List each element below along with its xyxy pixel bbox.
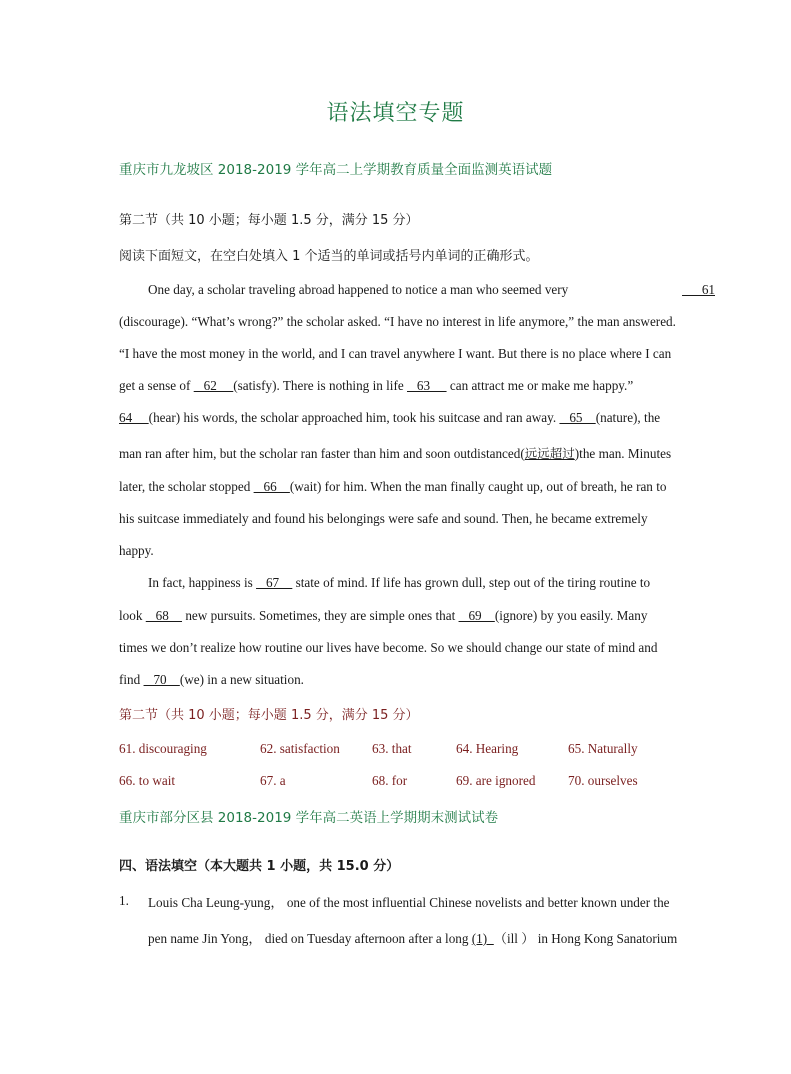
section-header: 第二节（共 10 小题；每小题 1.5 分，满分 15 分） [119,213,419,228]
passage-line: later, the scholar stopped 66 (wait) for him. When the man finally caught up, out of breath, he ran to [119,479,667,494]
passage-line: One day, a scholar traveling abroad happened to notice a man who seemed very 61 [148,282,715,297]
passage-line: (discourage). “What’s wrong?” the scholar asked. “I have no interest in life anymore,” the man answered. [119,314,676,329]
answer-item: 66. to wait [119,773,176,788]
answer-item: 69. are ignored [456,773,536,788]
blank-1: (1) [471,931,494,946]
blank-62: 62 [193,378,234,393]
blank-66: 66 [253,479,290,494]
blank-64: 64 [119,410,149,425]
passage-line: 64 (hear) his words, the scholar approached him, took his suitcase and ran away. 65 (nature), the [119,410,661,425]
blank-69: 69 [458,608,495,623]
part-header: 四、语法填空（本大题共 1 小题，共 15.0 分） [119,859,400,874]
instruction: 阅读下面短文，在空白处填入 1 个适当的单词或括号内单词的正确形式。 [119,249,539,264]
blank-65: 65 [559,410,596,425]
passage-line: “I have the most money in the world, and I can travel anywhere I want. But there is no place where I can [119,346,672,361]
passage-line: find 70 (we) in a new situation. [119,672,304,687]
blank-63: 63 [407,378,447,393]
blank-67: 67 [256,575,293,590]
passage-line: happy. [119,543,154,558]
blank-68: 68 [145,608,183,623]
blank-70: 70 [143,672,180,687]
answer-item: 67. a [260,773,286,788]
page-title: 语法填空专题 [326,101,465,126]
blank-61: 61 [682,282,715,297]
question-line: pen name Jin Yong， died on Tuesday afternoon after a long (1) （ill ） in Hong Kong Sanatorium [148,931,678,946]
answer-item: 61. discouraging [119,741,207,756]
passage-line: his suitcase immediately and found his belongings were safe and sound. Then, he became extremely [119,511,648,526]
answer-item: 65. Naturally [568,741,638,756]
answer-item: 70. ourselves [568,773,638,788]
source-heading-2: 重庆市部分区县 2018-2019 学年高二英语上学期期末测试试卷 [119,810,499,826]
source-heading-1: 重庆市九龙坡区 2018-2019 学年高二上学期教育质量全面监测英语试题 [119,162,553,178]
answer-item: 64. Hearing [456,741,519,756]
answer-item: 63. that [372,741,412,756]
passage-line: times we don’t realize how routine our lives have become. So we should change our state of mind and [119,640,658,655]
answer-item: 68. for [372,773,408,788]
answer-header: 第二节（共 10 小题；每小题 1.5 分，满分 15 分） [119,708,419,723]
question-line: Louis Cha Leung-yung， one of the most influential Chinese novelists and better known under the [148,895,670,910]
passage-line: get a sense of 62 (satisfy). There is nothing in life 63 can attract me or make me happy.” [119,378,634,393]
question-number: 1. [119,893,129,908]
passage-line: man ran after him, but the scholar ran faster than him and soon outdistanced(远远超过)the man. Minutes [119,446,672,461]
passage-line: look 68 new pursuits. Sometimes, they are simple ones that 69 (ignore) by you easily. Many [119,608,648,623]
answer-item: 62. satisfaction [260,741,340,756]
passage-line: In fact, happiness is 67 state of mind. If life has grown dull, step out of the tiring routine to [148,575,651,590]
